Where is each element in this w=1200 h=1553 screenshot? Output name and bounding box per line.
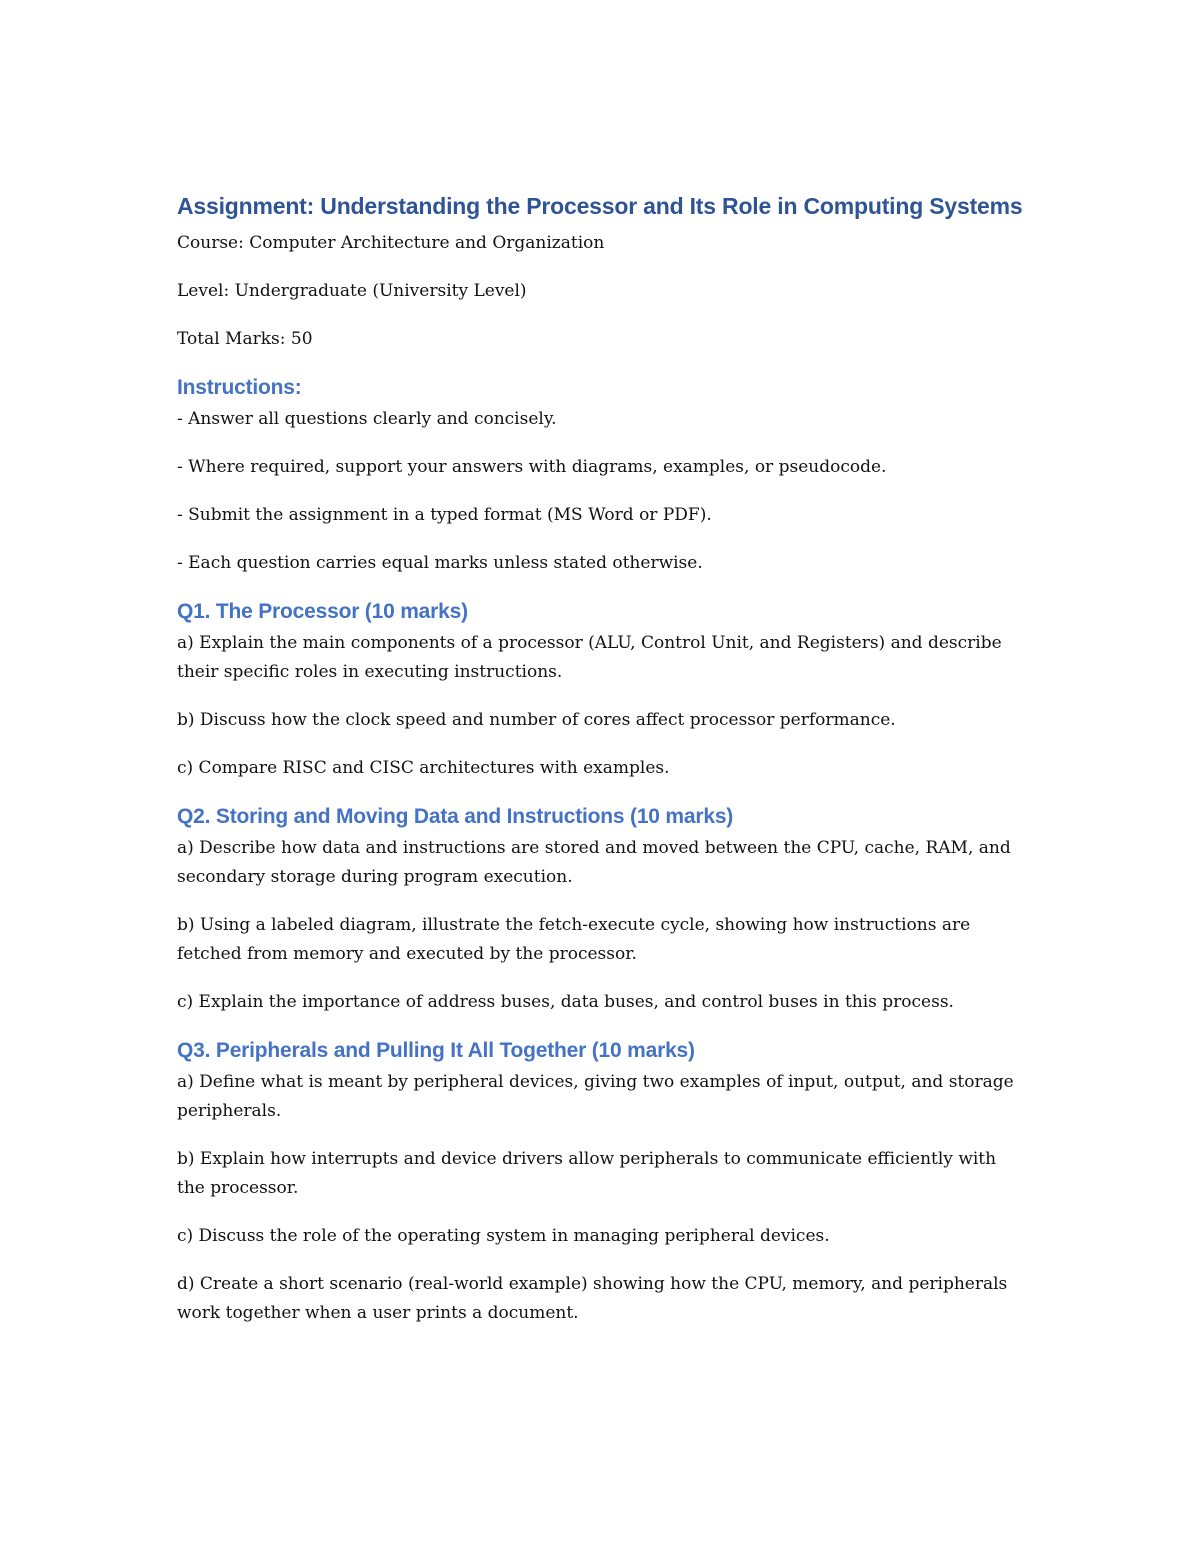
assignment-title: Assignment: Understanding the Processor and Its Role in Computing Systems xyxy=(177,193,1023,219)
q2-part-b: b) Using a labeled diagram, illustrate the fetch-execute cycle, showing how instructions are fetched from memory and executed by the processor. xyxy=(177,915,971,964)
q3-part-c: c) Discuss the role of the operating system in managing peripheral devices. xyxy=(177,1226,830,1246)
q3-heading: Q3. Peripherals and Pulling It All Together (10 marks) xyxy=(177,1039,695,1062)
q2-heading: Q2. Storing and Moving Data and Instructions (10 marks) xyxy=(177,805,734,828)
instruction-item: - Answer all questions clearly and concisely. xyxy=(177,409,557,429)
document-page xyxy=(177,186,1027,1347)
instruction-item: - Submit the assignment in a typed format (MS Word or PDF). xyxy=(177,505,712,525)
q2-part-a: a) Describe how data and instructions are stored and moved between the CPU, cache, RAM, and secondary storage during program execution. xyxy=(177,838,1011,887)
instruction-item: - Each question carries equal marks unless stated otherwise. xyxy=(177,553,703,573)
level-line: Level: Undergraduate (University Level) xyxy=(177,281,527,301)
q1-part-c: c) Compare RISC and CISC architectures with examples. xyxy=(177,758,670,778)
q3-part-a: a) Define what is meant by peripheral devices, giving two examples of input, output, and storage peripherals. xyxy=(177,1072,1014,1121)
q1-part-b: b) Discuss how the clock speed and number of cores affect processor performance. xyxy=(177,710,896,730)
q1-heading: Q1. The Processor (10 marks) xyxy=(177,600,468,623)
instructions-heading: Instructions: xyxy=(177,376,302,399)
q1-part-a: a) Explain the main components of a processor (ALU, Control Unit, and Registers) and describe their specific roles in executing instructions. xyxy=(177,633,1002,682)
total-marks-line: Total Marks: 50 xyxy=(177,329,313,349)
q2-part-c: c) Explain the importance of address buses, data buses, and control buses in this process. xyxy=(177,992,954,1012)
q3-part-d: d) Create a short scenario (real-world example) showing how the CPU, memory, and peripherals work together when a user prints a document. xyxy=(177,1274,1008,1323)
instruction-item: - Where required, support your answers with diagrams, examples, or pseudocode. xyxy=(177,457,887,477)
q3-part-b: b) Explain how interrupts and device drivers allow peripherals to communicate efficiently with the processor. xyxy=(177,1149,997,1198)
course-line: Course: Computer Architecture and Organization xyxy=(177,233,605,253)
